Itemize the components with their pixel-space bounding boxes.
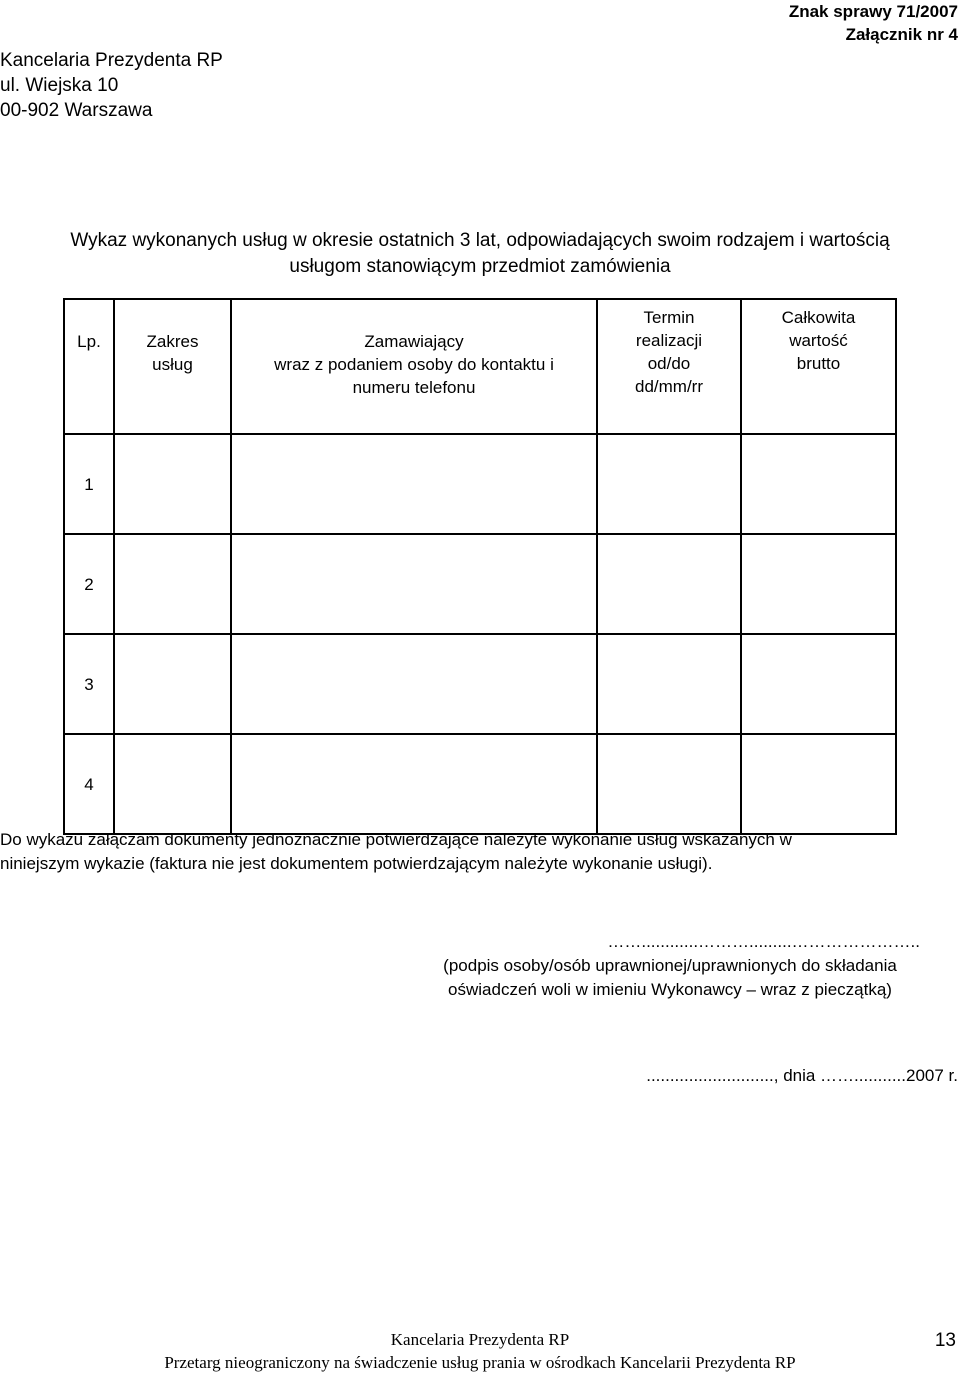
services-table (63, 298, 897, 835)
cell-value[interactable] (741, 534, 896, 634)
footer-line-1: Kancelaria Prezydenta RP (390, 1330, 570, 1349)
title-line-2: usługom stanowiącym przedmiot zamówienia (289, 256, 671, 277)
row-number: 3 (64, 634, 114, 734)
signature-dots[interactable]: ……............……….........………………….. (607, 932, 920, 951)
cell-client[interactable] (231, 434, 597, 534)
signature-block (390, 930, 950, 1002)
attachment-number: Załącznik nr 4 (845, 25, 958, 44)
table-row (64, 634, 896, 734)
sender-street: ul. Wiejska 10 (0, 75, 119, 96)
header-value: Całkowita wartość brutto (741, 299, 896, 434)
cell-term[interactable] (597, 434, 741, 534)
note-line-2: niniejszym wykazie (faktura nie jest dokumentem potwierdzającym należyte wykonanie usługi). (0, 854, 713, 873)
sender-name: Kancelaria Prezydenta RP (0, 50, 223, 71)
document-title (0, 228, 960, 280)
cell-term[interactable] (597, 634, 741, 734)
title-line-1: Wykaz wykonanych usług w okresie ostatnich 3 lat, odpowiadających swoim rodzajem i wartością (70, 230, 890, 251)
row-number: 4 (64, 734, 114, 834)
cell-client[interactable] (231, 634, 597, 734)
cell-scope[interactable] (114, 634, 231, 734)
header-client: Zamawiający wraz z podaniem osoby do kontaktu i numeru telefonu (231, 299, 597, 434)
cell-client[interactable] (231, 534, 597, 634)
sender-address (0, 48, 223, 123)
footer-line-2: Przetarg nieograniczony na świadczenie usług prania w ośrodkach Kancelarii Prezydenta RP (164, 1353, 796, 1372)
cell-scope[interactable] (114, 734, 231, 834)
signature-caption-1: (podpis osoby/osób uprawnionej/uprawnionych do składania (443, 956, 897, 975)
cell-client[interactable] (231, 734, 597, 834)
cell-scope[interactable] (114, 534, 231, 634)
row-number: 1 (64, 434, 114, 534)
signature-caption-2: oświadczeń woli w imieniu Wykonawcy – wraz z pieczątką) (448, 980, 892, 999)
date-line[interactable]: ..........................., dnia ……...........2007 r. (646, 1066, 958, 1085)
header-lp: Lp. (64, 299, 114, 434)
case-number: Znak sprawy 71/2007 (788, 2, 958, 21)
cell-term[interactable] (597, 734, 741, 834)
table-row (64, 734, 896, 834)
page-number: 13 (934, 1330, 956, 1351)
table-header-row (64, 299, 896, 434)
attachment-note (0, 828, 960, 876)
cell-value[interactable] (741, 734, 896, 834)
header-scope: Zakres usług (114, 299, 231, 434)
sender-city: 00-902 Warszawa (0, 100, 153, 121)
row-number: 2 (64, 534, 114, 634)
table-row (64, 534, 896, 634)
header-term: Termin realizacji od/do dd/mm/rr (597, 299, 741, 434)
page-footer (0, 1328, 960, 1374)
note-line-1: Do wykazu załączam dokumenty jednoznacznie potwierdzające należyte wykonanie usług wskazanych w (0, 830, 792, 849)
cell-term[interactable] (597, 534, 741, 634)
cell-scope[interactable] (114, 434, 231, 534)
cell-value[interactable] (741, 434, 896, 534)
table-row (64, 434, 896, 534)
document-reference (789, 0, 958, 46)
cell-value[interactable] (741, 634, 896, 734)
